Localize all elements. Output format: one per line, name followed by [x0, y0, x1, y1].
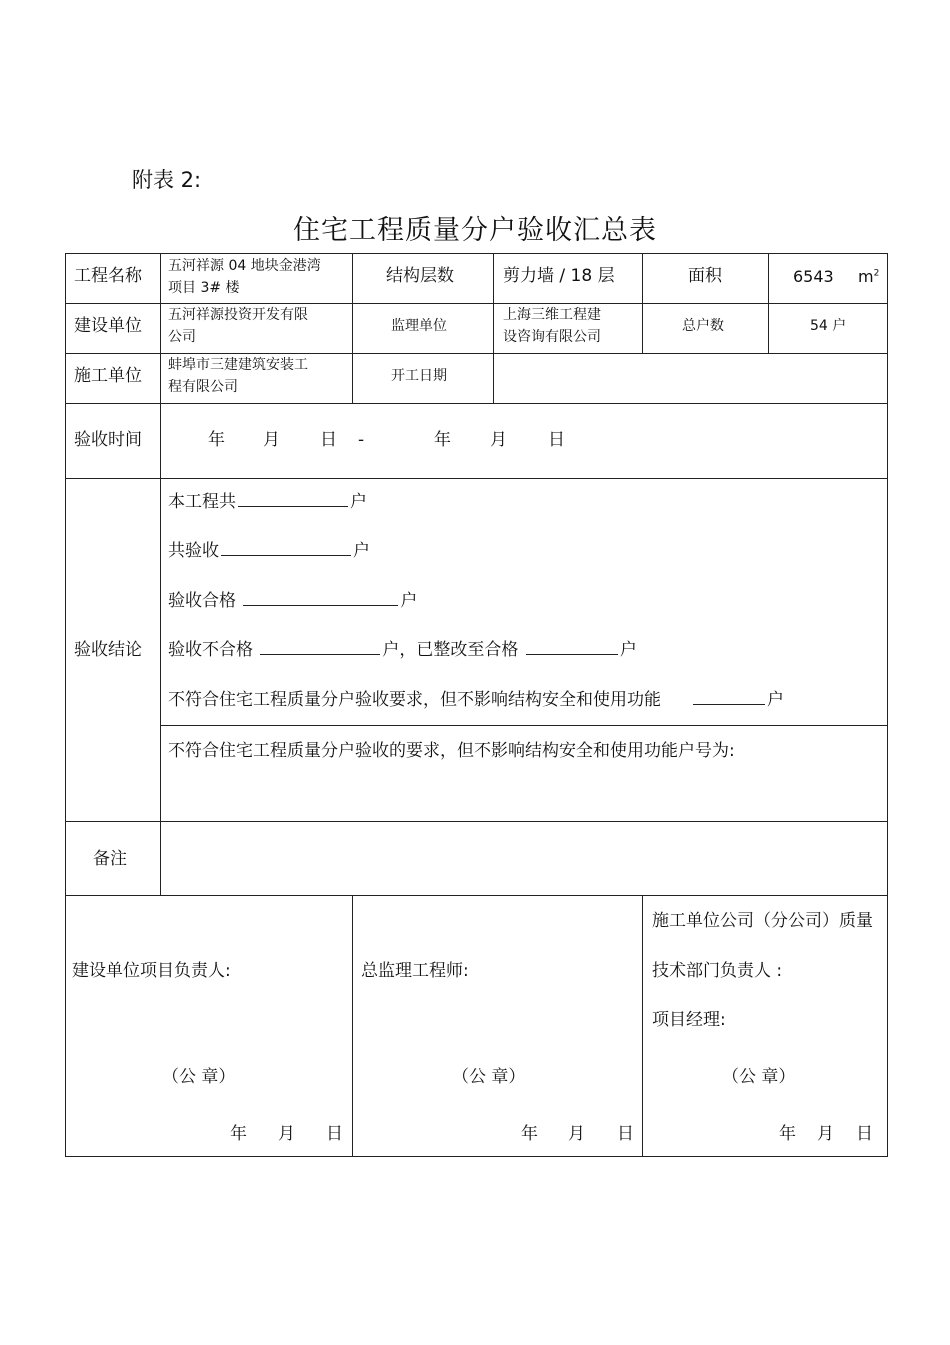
area-unit: [858, 266, 879, 288]
accepted-prefix: 共验收: [168, 541, 219, 561]
total-prefix: 本工程共: [168, 492, 236, 512]
row-divider: [65, 353, 888, 354]
col-divider: [493, 253, 494, 404]
qualified-prefix: 验收合格: [168, 591, 236, 611]
nonconforming-unit: 户: [767, 690, 784, 710]
form-title: 住宅工程质量分户验收汇总表: [293, 215, 657, 246]
row-divider: [160, 725, 888, 726]
total-unit: 户: [350, 492, 367, 512]
area-label: 面积: [688, 266, 722, 286]
unqualified-households-line: [168, 639, 637, 662]
accepted-blank[interactable]: [221, 541, 351, 556]
nonconforming-blank[interactable]: [693, 690, 765, 705]
acceptance-time-label: 验收时间: [74, 430, 142, 450]
col-divider: [642, 253, 643, 354]
date-range-dash: -: [358, 430, 365, 450]
builder-line2: 公司: [168, 329, 196, 345]
accepted-households-line: [168, 540, 370, 563]
contractor-label: 施工单位: [74, 366, 142, 386]
appendix-label: 附表 2:: [132, 168, 202, 192]
row-divider: [65, 478, 888, 479]
qualified-unit: 户: [400, 591, 418, 611]
qualified-households-line: [168, 590, 417, 613]
nonconforming-line: [168, 689, 784, 712]
households-value: 54 户: [810, 318, 847, 334]
end-year-label: 年: [434, 430, 451, 450]
contractor-sign-year: 年: [779, 1124, 796, 1144]
start-date-value[interactable]: [503, 367, 883, 387]
end-month-label: 月: [490, 430, 507, 450]
unqualified-prefix: 验收不合格: [168, 640, 253, 660]
contractor-sign-month: 月: [817, 1124, 834, 1144]
qualified-blank[interactable]: [243, 591, 398, 606]
start-month-label: 月: [263, 430, 280, 450]
start-date-label: 开工日期: [391, 368, 447, 384]
supervisor-line1: 上海三维工程建: [503, 307, 601, 323]
builder-line1: 五河祥源投资开发有限: [168, 307, 308, 323]
contractor-sign-day: 日: [856, 1124, 873, 1144]
contractor-line1: 蚌埠市三建建筑安装工: [168, 357, 308, 373]
project-name-line2: 项目 3# 楼: [168, 280, 240, 296]
builder-head-label: 建设单位项目负责人:: [72, 961, 231, 981]
remarks-label: 备注: [93, 849, 127, 869]
accepted-unit: 户: [353, 541, 370, 561]
unqualified-blank[interactable]: [260, 640, 380, 655]
structure-label: 结构层数: [386, 266, 454, 286]
row-divider: [65, 821, 888, 822]
start-day-label: 日: [320, 430, 337, 450]
area-unit-exponent: 2: [873, 268, 880, 279]
project-manager-label: 项目经理:: [652, 1010, 726, 1030]
supervisor-sign-month: 月: [568, 1124, 585, 1144]
supervisor-label: 监理单位: [391, 318, 447, 334]
project-name-line1: 五河祥源 04 地块金港湾: [168, 258, 321, 274]
supervisor-seal: （公 章）: [452, 1067, 526, 1087]
nonconforming-numbers-text: 不符合住宅工程质量分户验收的要求，但不影响结构安全和使用功能户号为:: [168, 741, 735, 761]
rectified-text: 户，已整改至合格: [382, 640, 519, 660]
col-divider: [160, 478, 161, 896]
builder-sign-year: 年: [230, 1124, 247, 1144]
col-divider: [352, 895, 353, 1157]
end-day-label: 日: [548, 430, 565, 450]
nonconforming-text: 不符合住宅工程质量分户验收要求，但不影响结构安全和使用功能: [168, 690, 661, 710]
row-divider: [65, 403, 888, 404]
contractor-quality-label: 施工单位公司（分公司）质量: [652, 911, 873, 931]
area-unit-base: m: [858, 267, 874, 286]
col-divider: [160, 253, 161, 479]
rectified-unit: 户: [619, 640, 637, 660]
col-divider: [642, 895, 643, 1157]
contractor-tech-head-label: 技术部门负责人 :: [652, 961, 783, 981]
supervisor-line2: 设咨询有限公司: [503, 329, 601, 345]
row-divider: [65, 303, 888, 304]
contractor-line2: 程有限公司: [168, 379, 238, 395]
col-divider: [352, 253, 353, 404]
supervisor-sign-day: 日: [617, 1124, 634, 1144]
area-value: 6543: [793, 267, 834, 286]
contractor-seal: （公 章）: [722, 1067, 796, 1087]
row-divider: [65, 895, 888, 896]
households-label: 总户数: [682, 318, 724, 334]
builder-seal: （公 章）: [162, 1067, 236, 1087]
builder-label: 建设单位: [74, 316, 142, 336]
total-households-line: [168, 491, 367, 514]
supervisor-sign-year: 年: [521, 1124, 538, 1144]
builder-sign-day: 日: [326, 1124, 343, 1144]
project-name-label: 工程名称: [74, 266, 142, 286]
col-divider: [768, 253, 769, 354]
conclusion-label: 验收结论: [74, 640, 142, 660]
builder-sign-month: 月: [278, 1124, 295, 1144]
total-blank[interactable]: [238, 492, 348, 507]
start-year-label: 年: [208, 430, 225, 450]
rectified-blank[interactable]: [526, 640, 618, 655]
chief-supervisor-label: 总监理工程师:: [361, 961, 469, 981]
structure-value: 剪力墙 / 18 层: [503, 266, 615, 286]
remarks-value[interactable]: [170, 848, 870, 870]
